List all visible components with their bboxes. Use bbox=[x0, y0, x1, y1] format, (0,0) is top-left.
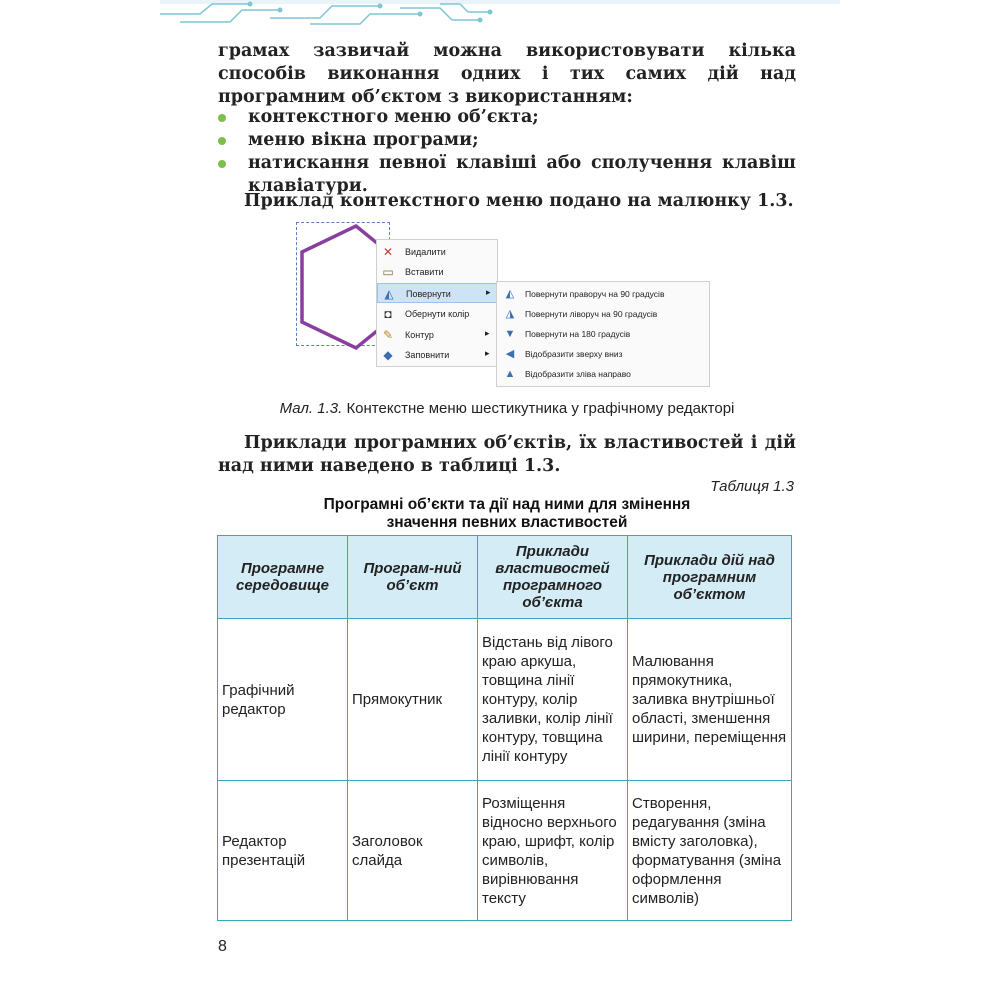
menu-item-paste[interactable]: ▭ Вставити bbox=[382, 265, 444, 279]
menu-item-outline[interactable]: ✎ Контур ▸ bbox=[382, 328, 490, 342]
submenu-item-rotate-right[interactable]: ◭ Повернути праворуч на 90 градусів bbox=[497, 284, 709, 304]
table-cell: Розміщення відносно верхнього краю, шрифт, колір символів, вирівнювання тексту bbox=[478, 781, 628, 921]
header-cell: Приклади властивостей програмного об’єкта bbox=[478, 536, 628, 619]
intro-paragraph: грамах зазвичай можна використовувати кілька способів виконання одних і тих самих дій над програмним об’єктом з використанням: bbox=[218, 41, 796, 107]
bullet-dot-icon bbox=[218, 137, 226, 145]
table-cell: Створення, редагування (зміна вмісту заголовка), форматування (зміна оформлення символів) bbox=[628, 781, 792, 921]
chevron-right-icon: ▸ bbox=[485, 348, 490, 358]
table-cell: Відстань від лівого краю аркуша, товщина лінії контуру, колір заливки, колір лінії контуру, товщина лінії контуру bbox=[478, 619, 628, 781]
list-item: меню вікна програми; bbox=[218, 129, 796, 152]
header-cell: Приклади дій над програмним об’єктом bbox=[628, 536, 792, 619]
rotate-left-icon: ◮ bbox=[505, 308, 515, 320]
rotate-180-icon: ▼ bbox=[504, 328, 516, 340]
table-cell: Заголовок слайда bbox=[348, 781, 478, 921]
figure-caption bbox=[218, 400, 796, 417]
fill-icon: ◆ bbox=[383, 348, 393, 362]
outline-pen-icon: ✎ bbox=[382, 328, 394, 342]
context-menu-figure bbox=[296, 217, 716, 392]
header-cell: Програмне середовище bbox=[218, 536, 348, 619]
circuit-decoration bbox=[160, 0, 840, 28]
rotate-right-icon: ◭ bbox=[505, 288, 515, 300]
flip-horizontal-icon: ▲ bbox=[504, 368, 516, 380]
menu-item-rotate[interactable]: ◭ Повернути ▸ bbox=[377, 283, 497, 303]
bullet-dot-icon bbox=[218, 160, 226, 168]
table-label: Таблиця 1.3 bbox=[710, 478, 794, 495]
submenu-item-rotate-left[interactable]: ◮ Повернути ліворуч на 90 градусів bbox=[497, 304, 709, 324]
example-paragraph: Приклад контекстного меню подано на малюнку 1.3. bbox=[244, 191, 794, 211]
caption-label: Мал. 1.3. bbox=[279, 400, 343, 417]
header-cell: Програм-ний об’єкт bbox=[348, 536, 478, 619]
table-row bbox=[218, 781, 792, 921]
table-cell: Редактор презентацій bbox=[218, 781, 348, 921]
delete-x-icon: ✕ bbox=[382, 245, 394, 259]
chevron-right-icon: ▸ bbox=[485, 328, 490, 338]
rotate-submenu bbox=[496, 281, 710, 387]
submenu-item-flip-vertical[interactable]: ◀ Відобразити зверху вниз bbox=[497, 344, 709, 364]
bullet-list bbox=[218, 106, 796, 198]
bullet-dot-icon bbox=[218, 114, 226, 122]
chevron-right-icon: ▸ bbox=[486, 287, 491, 297]
menu-item-invert-color[interactable]: ◘ Обернути колір bbox=[377, 304, 497, 324]
flip-vertical-icon: ◀ bbox=[505, 348, 515, 360]
page-number: 8 bbox=[218, 938, 227, 955]
list-item: контекстного меню об’єкта; bbox=[218, 106, 796, 129]
table-cell: Малювання прямокутника, заливка внутрішньої області, зменшення ширини, переміщення bbox=[628, 619, 792, 781]
menu-item-fill[interactable]: ◆ Заповнити ▸ bbox=[377, 345, 497, 365]
table-cell: Прямокутник bbox=[348, 619, 478, 781]
submenu-item-rotate-180[interactable]: ▼ Повернути на 180 градусів bbox=[504, 328, 631, 340]
table-cell: Графічний редактор bbox=[218, 619, 348, 781]
context-menu bbox=[376, 239, 498, 367]
properties-table bbox=[217, 535, 792, 921]
invert-color-icon: ◘ bbox=[384, 307, 392, 321]
table-row bbox=[218, 619, 792, 781]
list-item: натискання певної клавіші або сполучення клавіш клавіатури. bbox=[218, 152, 796, 198]
rotate-icon: ◭ bbox=[384, 287, 394, 301]
table-intro-paragraph: Приклади програмних об’єктів, їх властивостей і дій над ними наведено в таблиці 1.3. bbox=[218, 433, 796, 476]
paste-icon: ▭ bbox=[382, 265, 394, 279]
table-header-row bbox=[218, 536, 792, 619]
table-title: Програмні об’єкти та дії над ними для змінення значення певних властивостей bbox=[323, 496, 691, 531]
caption-text: Контекстне меню шестикутника у графічному редакторі bbox=[346, 400, 735, 417]
menu-item-delete[interactable]: ✕ Видалити bbox=[382, 245, 446, 259]
submenu-item-flip-horizontal[interactable]: ▲ Відобразити зліва направо bbox=[504, 368, 631, 380]
